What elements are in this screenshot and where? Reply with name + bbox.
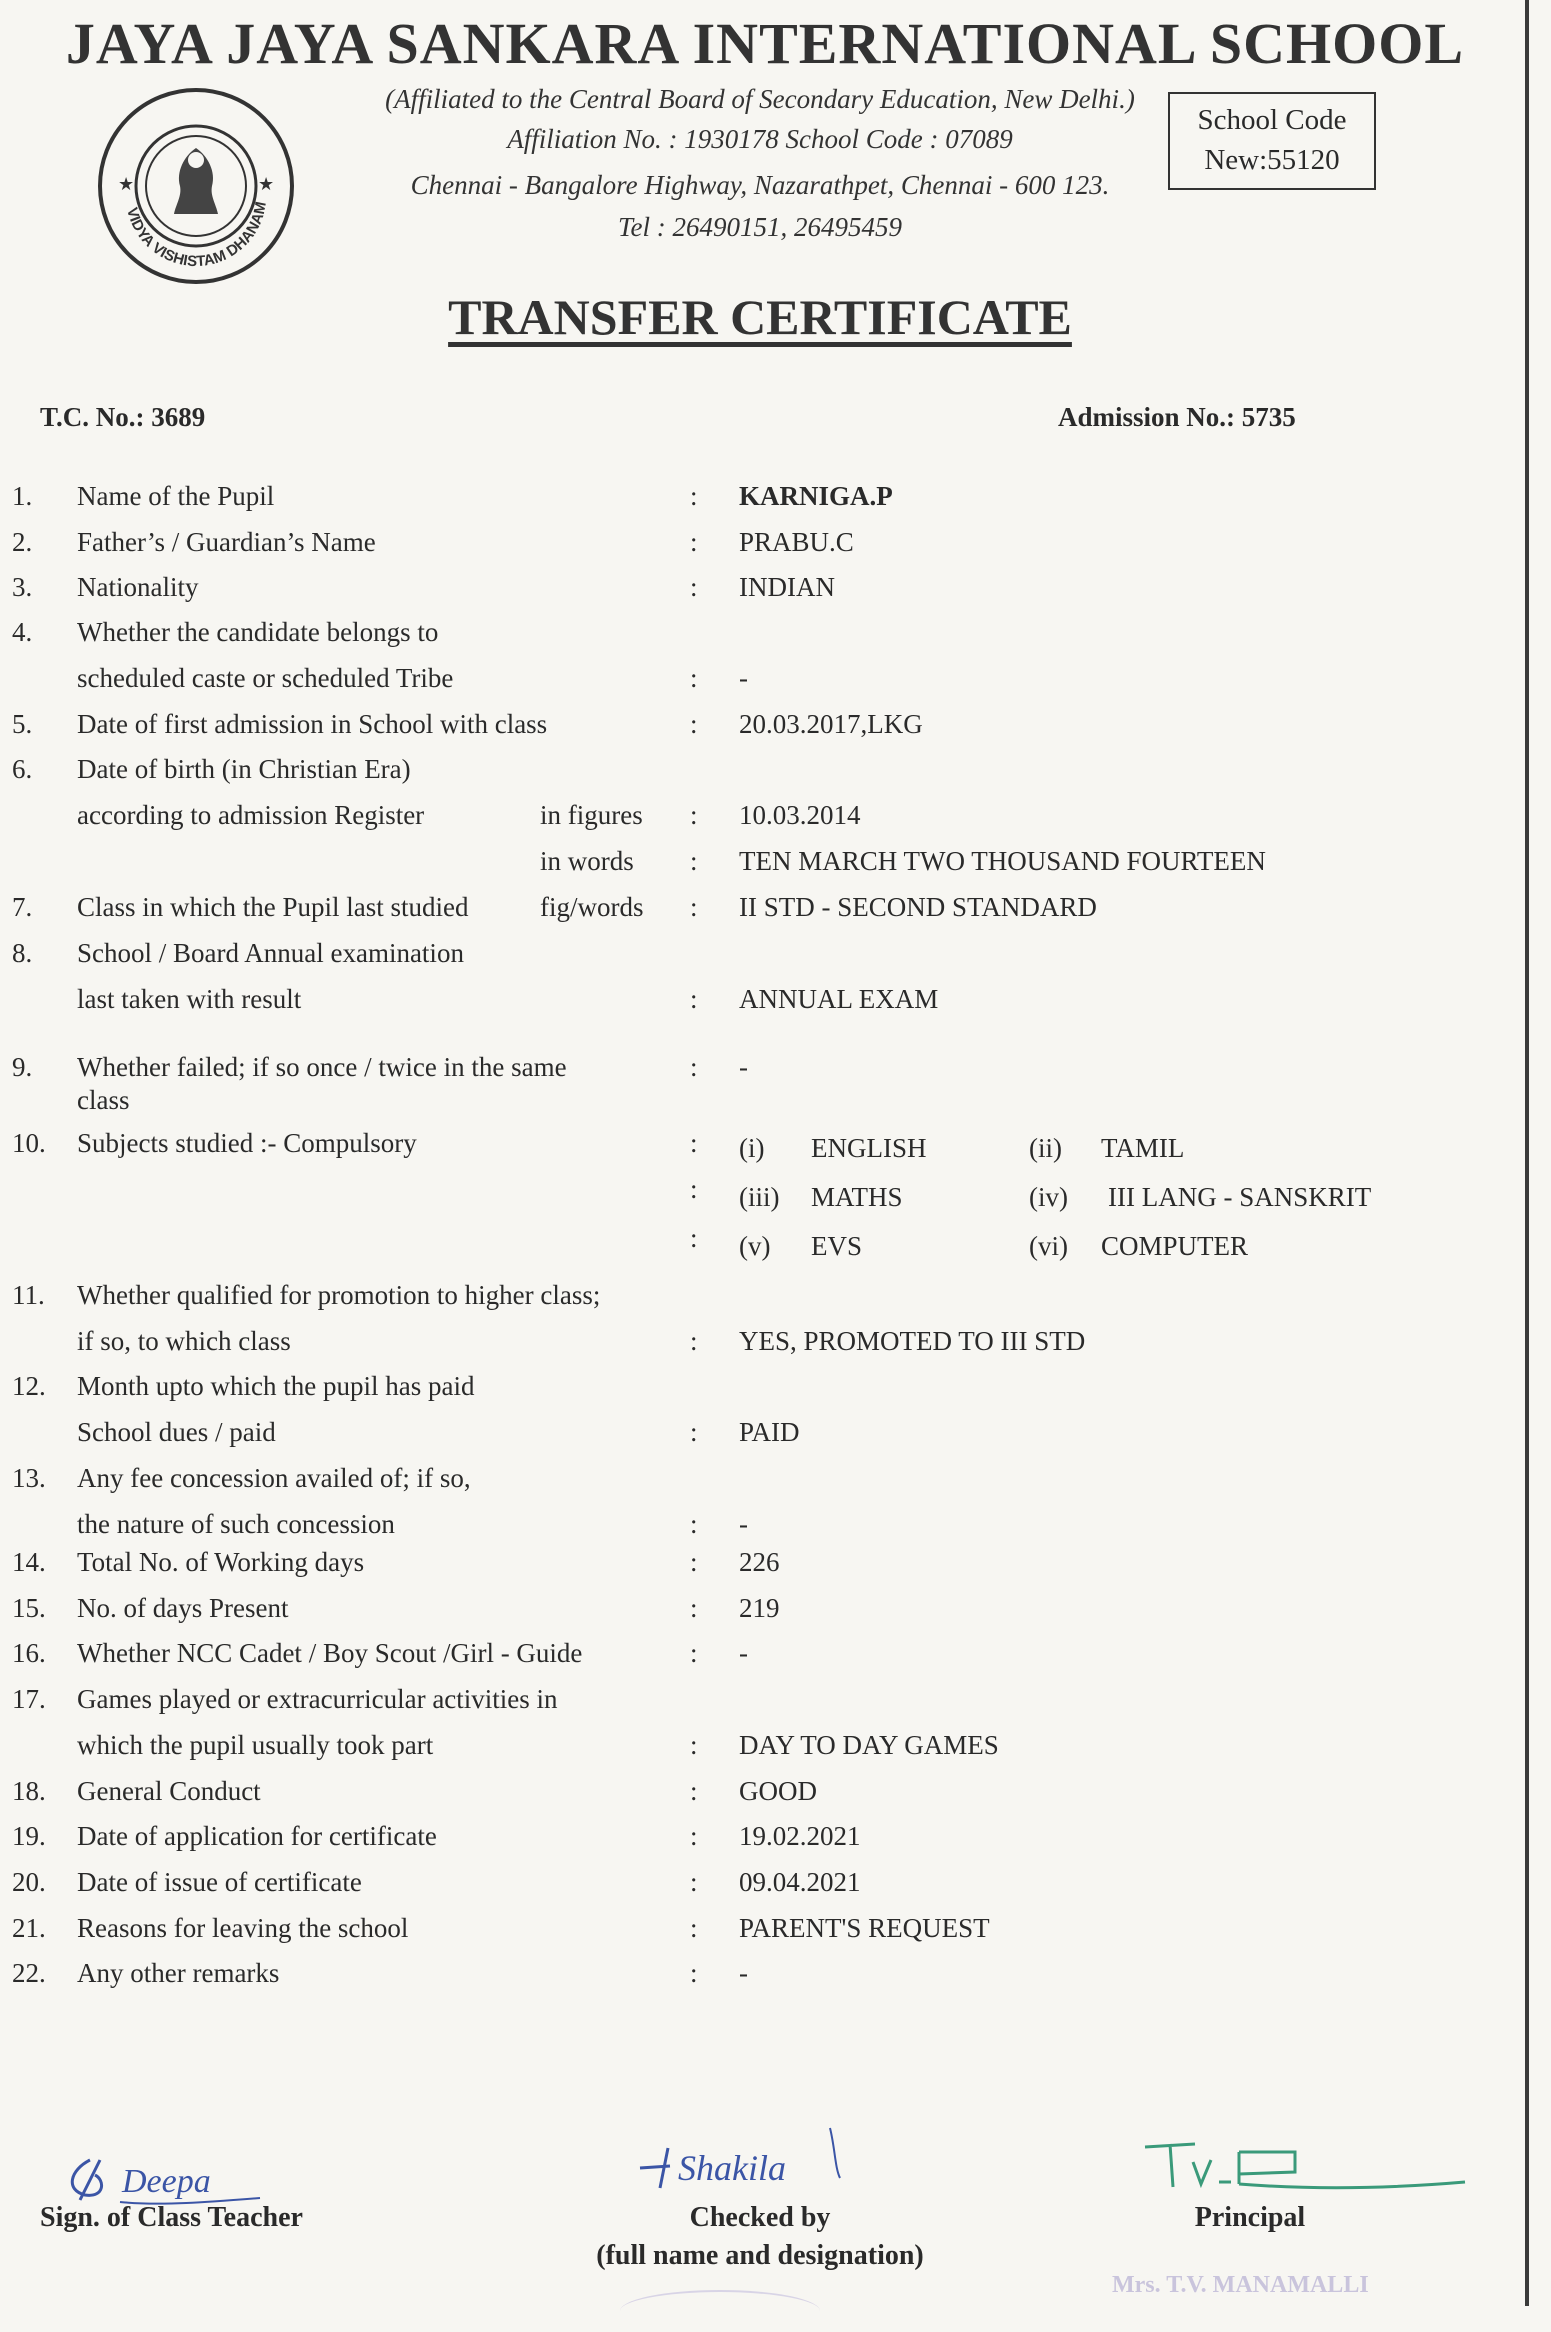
field-label: Reasons for leaving the school (77, 1913, 409, 1943)
field-colon: : (690, 1128, 698, 1158)
row-number: 18. (12, 1776, 46, 1806)
field-value: - (739, 1638, 748, 1668)
subject-number: (i) (739, 1133, 765, 1163)
admission-number: Admission No.: 5735 (1058, 402, 1296, 432)
field-label: School / Board Annual examination (77, 938, 464, 968)
school-address: Chennai - Bangalore Highway, Nazarathpet, Chennai - 600 123. (410, 170, 1110, 200)
field-label: No. of days Present (77, 1593, 289, 1623)
field-label-cont: which the pupil usually took part (77, 1730, 434, 1760)
subject-name: ENGLISH (811, 1133, 927, 1163)
field-label: Name of the Pupil (77, 481, 275, 511)
school-phone: Tel : 26490151, 26495459 (617, 212, 902, 242)
field-value: 219 (739, 1593, 780, 1623)
row-number: 13. (12, 1463, 46, 1493)
row-number: 11. (12, 1280, 45, 1310)
class-teacher-label: Sign. of Class Teacher (40, 2202, 303, 2233)
field-value: KARNIGA.P (739, 481, 893, 511)
field-colon: : (690, 892, 698, 922)
field-label-cont: according to admission Register (77, 800, 425, 830)
row-number: 22. (12, 1958, 46, 1988)
row-number: 4. (12, 617, 33, 647)
row-number: 10. (12, 1128, 46, 1158)
field-sublabel: in words (540, 846, 634, 876)
svg-text:★: ★ (258, 174, 275, 194)
principal-signature (1135, 2132, 1475, 2212)
field-sublabel: in figures (540, 800, 643, 830)
field-label: Total No. of Working days (77, 1547, 365, 1577)
field-value: YES, PROMOTED TO III STD (739, 1326, 1086, 1356)
field-colon: : (690, 1730, 698, 1760)
principal-label: Principal (1194, 2202, 1306, 2233)
row-number: 20. (12, 1867, 46, 1897)
field-value: PARENT'S REQUEST (739, 1913, 990, 1943)
field-label: Whether NCC Cadet / Boy Scout /Girl - Guide (77, 1638, 583, 1668)
field-colon: : (690, 481, 698, 511)
subject-number: (vi) (1029, 1231, 1068, 1261)
field-label-cont: the nature of such concession (77, 1509, 395, 1539)
field-value: - (739, 1052, 748, 1082)
field-label: Date of first admission in School with class (77, 709, 548, 739)
field-value: TEN MARCH TWO THOUSAND FOURTEEN (739, 846, 1266, 876)
school-code-value: New:55120 (1204, 144, 1340, 176)
affiliation-line: (Affiliated to the Central Board of Secondary Education, New Delhi.) (385, 84, 1135, 114)
field-value: PAID (739, 1417, 800, 1447)
field-value: 10.03.2014 (739, 800, 861, 830)
field-colon: : (690, 1052, 698, 1082)
field-label: Class in which the Pupil last studied (77, 892, 469, 922)
svg-text:Deepa: Deepa (122, 2163, 211, 2200)
subject-number: (iv) (1029, 1182, 1068, 1212)
field-value: ANNUAL EXAM (739, 984, 939, 1014)
field-label: Date of issue of certificate (77, 1867, 362, 1897)
field-colon: : (690, 527, 698, 557)
field-value: 19.02.2021 (739, 1821, 861, 1851)
school-seal-logo (96, 86, 296, 286)
subject-name: COMPUTER (1101, 1231, 1249, 1261)
field-value: INDIAN (739, 572, 835, 602)
subject-colon: : (690, 1223, 698, 1253)
affiliation-number-line: Affiliation No. : 1930178 School Code : 07089 (507, 124, 1013, 154)
school-code-box (1168, 92, 1376, 190)
field-colon: : (690, 1867, 698, 1897)
checked-by-label: Checked by (689, 2202, 831, 2233)
field-label: Father’s / Guardian’s Name (77, 527, 376, 557)
row-number: 21. (12, 1913, 46, 1943)
row-number: 3. (12, 572, 33, 602)
row-number: 17. (12, 1684, 46, 1714)
field-colon: : (690, 984, 698, 1014)
row-number: 19. (12, 1821, 46, 1851)
field-colon: : (690, 1638, 698, 1668)
field-sublabel: fig/words (540, 892, 644, 922)
svg-text:Shakila: Shakila (678, 2148, 786, 2188)
subject-number: (iii) (739, 1182, 780, 1212)
field-colon: : (690, 1547, 698, 1577)
field-colon: : (690, 1509, 698, 1539)
field-label-cont: last taken with result (77, 984, 302, 1014)
field-colon: : (690, 1593, 698, 1623)
field-value: II STD - SECOND STANDARD (739, 892, 1097, 922)
checked-by-sublabel: (full name and designation) (596, 2240, 924, 2271)
subject-name: III LANG - SANSKRIT (1108, 1182, 1372, 1212)
field-colon: : (690, 1326, 698, 1356)
field-label: Date of application for certificate (77, 1821, 437, 1851)
field-colon: : (690, 800, 698, 830)
field-label: Any fee concession availed of; if so, (77, 1463, 471, 1493)
checked-by-signature (630, 2118, 890, 2208)
row-number: 7. (12, 892, 33, 922)
field-value: 09.04.2021 (739, 1867, 861, 1897)
row-number: 5. (12, 709, 33, 739)
field-colon: : (690, 1821, 698, 1851)
field-label-cont: if so, to which class (77, 1326, 291, 1356)
field-colon: : (690, 1417, 698, 1447)
tc-number: T.C. No.: 3689 (40, 402, 206, 432)
field-label: Whether qualified for promotion to higher class; (77, 1280, 601, 1310)
field-label: Date of birth (in Christian Era) (77, 754, 411, 784)
principal-stamp-name: Mrs. T.V. MANAMALLI (1112, 2272, 1369, 2298)
subject-name: EVS (811, 1231, 863, 1261)
field-value: 226 (739, 1547, 780, 1577)
field-label: Whether failed; if so once / twice in the same (77, 1052, 567, 1082)
field-colon: : (690, 1913, 698, 1943)
field-colon: : (690, 663, 698, 693)
row-number: 12. (12, 1371, 46, 1401)
field-label-cont: class (77, 1085, 130, 1115)
subject-colon: : (690, 1174, 698, 1204)
field-colon: : (690, 846, 698, 876)
field-colon: : (690, 1958, 698, 1988)
field-label-cont: scheduled caste or scheduled Tribe (77, 663, 454, 693)
row-number: 1. (12, 481, 33, 511)
row-number: 6. (12, 754, 33, 784)
row-number: 16. (12, 1638, 46, 1668)
subject-name: TAMIL (1101, 1133, 1185, 1163)
field-colon: : (690, 572, 698, 602)
field-value: DAY TO DAY GAMES (739, 1730, 999, 1760)
field-value: - (739, 1509, 748, 1539)
field-label: Subjects studied :- Compulsory (77, 1128, 417, 1158)
field-label-cont: School dues / paid (77, 1417, 276, 1447)
certificate-title: TRANSFER CERTIFICATE (448, 289, 1072, 345)
field-colon: : (690, 1776, 698, 1806)
row-number: 15. (12, 1593, 46, 1623)
row-number: 2. (12, 527, 33, 557)
svg-text:VIDYA VISHISTAM DHANAM: VIDYA VISHISTAM DHANAM (123, 200, 270, 271)
field-value: - (739, 663, 748, 693)
field-label: Month upto which the pupil has paid (77, 1371, 475, 1401)
page-edge-line (1525, 0, 1529, 2306)
field-value: 20.03.2017,LKG (739, 709, 923, 739)
subject-name: MATHS (811, 1182, 903, 1212)
field-label: Any other remarks (77, 1958, 280, 1988)
field-label: Games played or extracurricular activities in (77, 1684, 558, 1714)
field-colon: : (690, 709, 698, 739)
field-value: GOOD (739, 1776, 817, 1806)
field-value: PRABU.C (739, 527, 854, 557)
school-code-label: School Code (1197, 104, 1347, 136)
faded-stamp-arc (620, 2290, 820, 2332)
field-value: - (739, 1958, 748, 1988)
subject-number: (v) (739, 1231, 771, 1261)
field-label: General Conduct (77, 1776, 261, 1806)
field-label: Nationality (77, 572, 199, 602)
row-number: 9. (12, 1052, 33, 1082)
svg-text:★: ★ (118, 174, 135, 194)
school-name: JAYA JAYA SANKARA INTERNATIONAL SCHOOL (65, 11, 1465, 76)
row-number: 14. (12, 1547, 46, 1577)
subject-number: (ii) (1029, 1133, 1062, 1163)
field-label: Whether the candidate belongs to (77, 617, 439, 647)
row-number: 8. (12, 938, 33, 968)
